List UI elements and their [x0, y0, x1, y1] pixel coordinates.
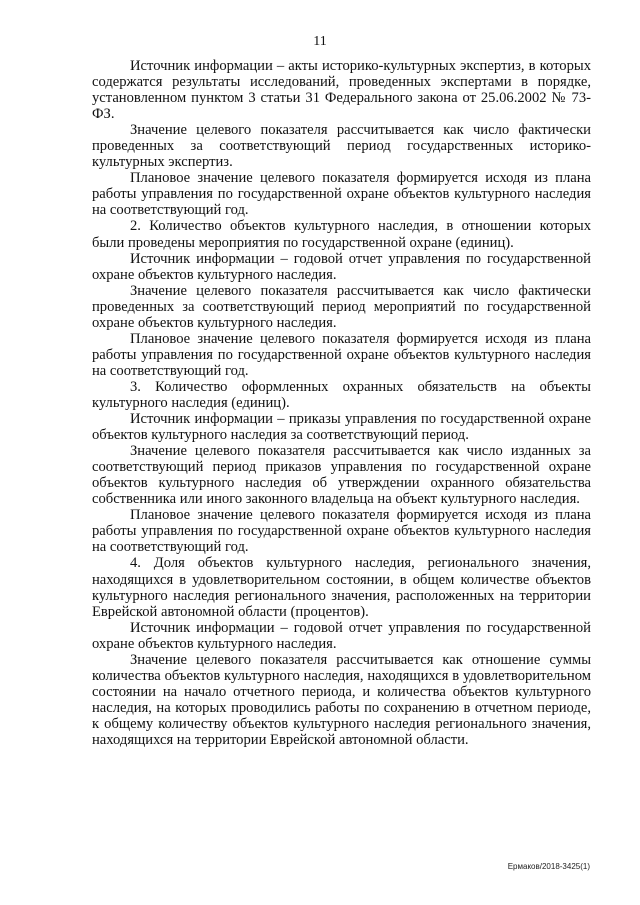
- paragraph: Плановое значение целевого показателя формируется исходя из плана работы управления по государственной охране объектов культурного наследия на соответствующий год.: [92, 507, 591, 556]
- document-body: [92, 58, 591, 748]
- paragraph: 2. Количество объектов культурного наследия, в отношении которых были проведены мероприятия по государственной охране (единиц).: [92, 218, 591, 251]
- paragraph: Значение целевого показателя рассчитывается как число фактически проведенных за соответствующий период мероприятий по государственной охране объектов культурного наследия.: [92, 282, 591, 331]
- paragraph: Источник информации – годовой отчет управления по государственной охране объектов культурного наследия.: [92, 250, 591, 283]
- paragraph: Плановое значение целевого показателя формируется исходя из плана работы управления по государственной охране объектов культурного наследия на соответствующий год.: [92, 170, 591, 219]
- paragraph: Значение целевого показателя рассчитывается как отношение суммы количества объектов культурного наследия, находящихся в удовлетворительном состоянии на начало отчетного периода, и количества объектов культурного наследия, на которых проводились работы по сохранению в отчетном периоде, к общему количеству объектов культурного наследия регионального значения, находящихся на территории Еврейской автономной области.: [92, 651, 591, 748]
- paragraph: Источник информации – акты историко-культурных экспертиз, в которых содержатся результаты исследований, проведенных экспертами в порядке, установленном пунктом 3 статьи 31 Федерального закона от 25.06.2002 № 73-ФЗ.: [92, 58, 591, 123]
- paragraph: Плановое значение целевого показателя формируется исходя из плана работы управления по государственной охране объектов культурного наследия на соответствующий год.: [92, 330, 591, 379]
- paragraph: 3. Количество оформленных охранных обязательств на объекты культурного наследия (единиц).: [92, 378, 591, 411]
- paragraph: Источник информации – приказы управления по государственной охране объектов культурного наследия за соответствующий период.: [92, 411, 591, 444]
- paragraph: Источник информации – годовой отчет управления по государственной охране объектов культурного наследия.: [92, 619, 591, 652]
- paragraph: 4. Доля объектов культурного наследия, регионального значения, находящихся в удовлетворительном состоянии, в общем количестве объектов культурного наследия регионального значения, расположенных на территории Еврейской автономной области (процентов).: [92, 555, 591, 620]
- paragraph: Значение целевого показателя рассчитывается как число изданных за соответствующий период приказов управления по государственной охране объектов культурного наследия об утверждении охранного обязательства собственника или иного законного владельца на объект культурного наследия.: [92, 443, 591, 508]
- page-number: 11: [313, 34, 327, 49]
- footer-document-code: Ермаков/2018-3425(1): [507, 862, 590, 871]
- paragraph: Значение целевого показателя рассчитывается как число фактически проведенных за соответствующий период государственных историко-культурных экспертиз.: [92, 122, 591, 171]
